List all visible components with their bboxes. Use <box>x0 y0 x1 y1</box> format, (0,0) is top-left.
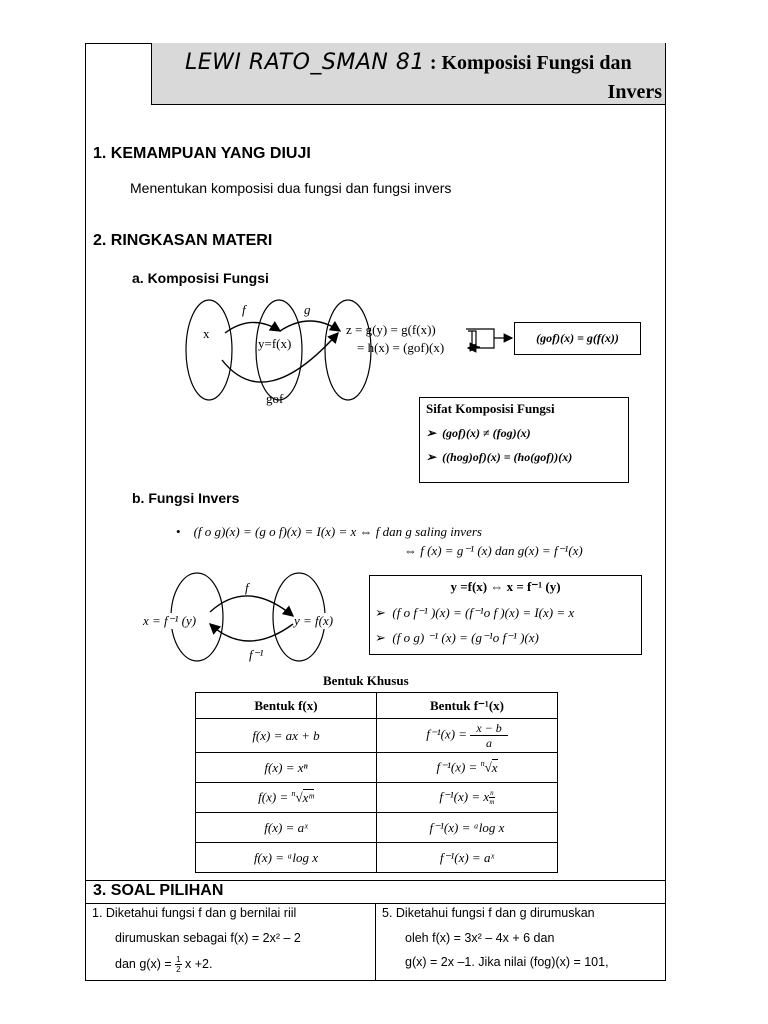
table-cell: f(x) = ᵃlog x <box>196 843 377 873</box>
label-inv-right: y = f(x) <box>294 613 334 628</box>
subsection-b-heading: b. Fungsi Invers <box>132 490 240 506</box>
header-author: LEWI RATO_SMAN 81 <box>185 50 425 75</box>
column-divider <box>375 904 376 981</box>
exponent-fraction: $\frac{n}{m}$ <box>489 789 495 806</box>
table-cell: f(x) = aˣ <box>196 813 377 843</box>
inverse-line-2: ➢ (f o f⁻¹ )(x) = (f⁻¹o f )(x) = I(x) = x <box>375 605 575 620</box>
property-2: ➢ ((hog)of)(x) = (ho(gof))(x) <box>426 450 573 464</box>
domain-ellipse <box>186 300 232 400</box>
radical-icon: √ <box>484 759 492 775</box>
question-5-line-2: oleh f(x) = 3x² – 4x + 6 dan <box>405 931 555 945</box>
header-title-line1: Komposisi Fungsi dan <box>441 52 632 74</box>
radical-icon: √ <box>295 789 303 805</box>
section3-heading: 3. SOAL PILIHAN <box>93 882 224 899</box>
table-row <box>196 753 558 783</box>
question-5-line-3: g(x) = 2x –1. Jika nilai (fog)(x) = 101, <box>405 955 609 969</box>
label-f: f <box>242 302 246 317</box>
section1-text: Menentukan komposisi dua fungsi dan fungsi invers <box>130 180 452 196</box>
special-forms-table <box>195 692 558 873</box>
header-title <box>185 50 632 75</box>
bullet-arrow-icon: ➢ <box>375 630 393 645</box>
composition-result-box: (gof)(x) = g(f(x)) <box>514 322 641 355</box>
table-cell: f⁻¹(x) = x $\frac{n}{m}$ <box>377 783 558 813</box>
question-1-line-2: dirumuskan sebagai f(x) = 2x² – 2 <box>115 931 301 945</box>
question-1-line-1: 1. Diketahui fungsi f dan g bernilai riil <box>92 906 297 920</box>
bullet-arrow-icon: ➢ <box>375 605 393 620</box>
table-header-fx: Bentuk f(x) <box>196 693 377 719</box>
bullet-arrow-icon: ➢ <box>426 426 443 440</box>
bullet-arrow-icon: ➢ <box>426 450 443 464</box>
inverse-properties-box <box>369 575 642 655</box>
bullet-line-2: ⇔ f (x) = g⁻¹ (x) dan g(x) = f⁻¹(x) <box>404 543 583 558</box>
section2-heading: 2. RINGKASAN MATERI <box>93 232 273 249</box>
table-header-finv: Bentuk f⁻¹(x) <box>377 693 558 719</box>
question-1-line-3: dan g(x) = $\frac{1}{2}$ x +2. <box>115 955 213 974</box>
table-cell: f(x) = $^n$√xᵐ <box>196 783 377 813</box>
half-fraction: $\frac{1}{2}$ <box>176 955 181 974</box>
section1-heading: 1. KEMAMPUAN YANG DIUJI <box>93 145 311 162</box>
label-g: g <box>304 302 311 317</box>
label-x: x <box>203 326 210 341</box>
fraction: $\frac{x - b}{a}$ <box>470 721 507 750</box>
bullet-line-1: • (f o g)(x) = (g o f)(x) = I(x) = x ⇔ f dan g saling invers <box>176 524 482 539</box>
properties-title: Sifat Komposisi Fungsi <box>426 401 555 416</box>
table-row <box>196 719 558 753</box>
table-cell: f(x) = ax + b <box>196 719 377 753</box>
label-inv-f: f <box>245 580 249 595</box>
properties-box <box>419 397 629 483</box>
bullet-dot-icon: • <box>176 524 194 539</box>
table-cell: f⁻¹(x) = $\frac{x - b}{a}$ <box>377 719 558 753</box>
bracket-arrows <box>464 322 516 354</box>
label-z2: = h(x) = (gof)(x) <box>357 340 445 355</box>
table-row <box>196 693 558 719</box>
table-row <box>196 783 558 813</box>
question-5-line-1: 5. Diketahui fungsi f dan g dirumuskan <box>382 906 595 920</box>
table-cell: f⁻¹(x) = $^n$√x <box>377 753 558 783</box>
table-cell: f⁻¹(x) = aˣ <box>377 843 558 873</box>
label-gof: gof <box>266 391 284 406</box>
header-colon: : <box>424 52 442 74</box>
table-cell: f(x) = xⁿ <box>196 753 377 783</box>
table-caption: Bentuk Khusus <box>323 673 409 688</box>
subsection-a-heading: a. Komposisi Fungsi <box>132 270 269 286</box>
table-row <box>196 813 558 843</box>
table-row <box>196 843 558 873</box>
label-inv-finv: f⁻¹ <box>249 647 264 662</box>
inverse-line-3: ➢ (f o g) ⁻¹ (x) = (g⁻¹o f⁻¹ )(x) <box>375 630 539 645</box>
label-z1: z = g(y) = g(f(x)) <box>346 322 436 337</box>
property-1: ➢ (gof)(x) ≠ (fog)(x) <box>426 426 531 440</box>
label-y: y=f(x) <box>258 336 292 351</box>
header-title-line2: Invers <box>607 81 662 103</box>
arrow-f <box>225 322 280 333</box>
inverse-line-1: y =f(x) ⇔ x = f⁻¹ (y) <box>450 579 561 594</box>
table-cell: f⁻¹(x) = ᵃlog x <box>377 813 558 843</box>
label-inv-left: x = f⁻¹ (y) <box>143 613 197 628</box>
arrow-g <box>280 321 340 331</box>
